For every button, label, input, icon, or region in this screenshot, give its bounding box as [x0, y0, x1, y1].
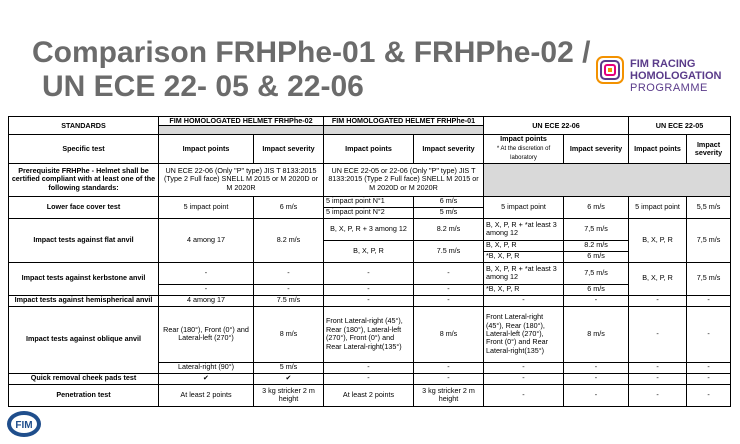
- table-row-oblique: [9, 306, 731, 362]
- table-row-standards: [9, 117, 731, 126]
- impact-points-note: * At the discretion of laboratory: [496, 145, 551, 162]
- prereq-frhphe-02: UN ECE 22-06 (Only "P" type) JIS T 8133:2015 (Type 2 Full face) SNELL M 2015 or M 2020D or M 2020R: [159, 163, 324, 196]
- cell: 5 impact point: [484, 196, 564, 218]
- cell: 5 impact point N°1: [324, 196, 414, 207]
- cell: -: [687, 306, 731, 362]
- header-frhphe-02: FIM HOMOLOGATED HELMET FRHPhe-02: [159, 117, 324, 126]
- row-label-prerequisite: Prerequisite FRHPhe - Helmet shall be certified compliant with at least one of the following standards:: [9, 163, 159, 196]
- cell: -: [629, 362, 687, 373]
- check-icon: ✔: [159, 373, 254, 384]
- homologation-logo-icon: [596, 56, 624, 84]
- comparison-table: [8, 116, 731, 407]
- cell: -: [254, 262, 324, 284]
- cell: -: [324, 284, 414, 295]
- cell: Front Lateral-right (45°), Rear (180°), Lateral-left (270°), Front (0°) and Rear Lateral-right(135°): [484, 306, 564, 362]
- subheader-impact-severity: Impact severity: [414, 135, 484, 163]
- cell: -: [629, 373, 687, 384]
- fim-racing-logo: [596, 56, 736, 96]
- cell: 7,5 m/s: [564, 218, 629, 240]
- table-row-subheader: [9, 135, 731, 163]
- table-row-kerbstone: [9, 262, 731, 284]
- cell: -: [159, 262, 254, 284]
- cell: 6 m/s: [564, 284, 629, 295]
- cell: -: [687, 295, 731, 306]
- cell: B, X, P, R: [324, 240, 414, 262]
- cell: -: [564, 373, 629, 384]
- cell: 7,5 m/s: [687, 262, 731, 295]
- cell: 6 m/s: [414, 196, 484, 207]
- cell: 6 m/s: [564, 196, 629, 218]
- cell: -: [564, 295, 629, 306]
- cell: 7.5 m/s: [414, 240, 484, 262]
- header-frhphe-01: FIM HOMOLOGATED HELMET FRHPhe-01: [324, 117, 484, 126]
- table-row-cheek-pads: [9, 373, 731, 384]
- cell: -: [564, 384, 629, 406]
- cell: 8.2 m/s: [254, 218, 324, 262]
- cell: B, X, P, R + *at least 3 among 12: [484, 262, 564, 284]
- cell: -: [687, 373, 731, 384]
- logo-line-3: PROGRAMME: [630, 82, 708, 94]
- cell: *B, X, P, R: [484, 251, 564, 262]
- cell: 8 m/s: [564, 306, 629, 362]
- subheader-impact-points-ece06: [484, 135, 564, 163]
- table-row-prerequisite: [9, 163, 731, 196]
- cell: -: [484, 384, 564, 406]
- cell: 8 m/s: [254, 306, 324, 362]
- cell: -: [324, 362, 414, 373]
- cell: -: [484, 295, 564, 306]
- cell: -: [687, 384, 731, 406]
- row-label-kerbstone-anvil: Impact tests against kerbstone anvil: [9, 262, 159, 295]
- cell: 7,5 m/s: [687, 218, 731, 262]
- cell: 6 m/s: [254, 196, 324, 218]
- table-row-flat: [9, 218, 731, 240]
- cell: At least 2 points: [159, 384, 254, 406]
- cell: 5 m/s: [414, 207, 484, 218]
- header-standards: STANDARDS: [9, 117, 159, 135]
- cell: -: [484, 373, 564, 384]
- check-icon: ✔: [254, 373, 324, 384]
- prereq-frhphe-01: UN ECE 22-05 or 22-06 (Only "P" type) JIS T 8133:2015 (Type 2 Full face) SNELL M 2015 or M 2020D or M 2020R: [324, 163, 484, 196]
- cell: -: [324, 262, 414, 284]
- cell: 5 impact point: [629, 196, 687, 218]
- table-row-lower-face: [9, 196, 731, 207]
- cell: 4 among 17: [159, 295, 254, 306]
- table-row-penetration: [9, 384, 731, 406]
- cell: 8.2 m/s: [414, 218, 484, 240]
- cell: B, X, P, R + *at least 3 among 12: [484, 218, 564, 240]
- cell: -: [629, 306, 687, 362]
- row-label-hemispherical-anvil: Impact tests against hemispherical anvil: [9, 295, 159, 306]
- cell: -: [564, 362, 629, 373]
- cell: -: [254, 284, 324, 295]
- row-label-penetration: Penetration test: [9, 384, 159, 406]
- cell: 5 m/s: [254, 362, 324, 373]
- cell: Lateral-right (90°): [159, 362, 254, 373]
- row-label-oblique-anvil: Impact tests against oblique anvil: [9, 306, 159, 373]
- cell: -: [414, 373, 484, 384]
- cell: 8 m/s: [414, 306, 484, 362]
- cell: Rear (180°), Front (0°) and Lateral-left (270°): [159, 306, 254, 362]
- table-row-hemispherical: [9, 295, 731, 306]
- cell: B, X, P, R: [484, 240, 564, 251]
- row-label-flat-anvil: Impact tests against flat anvil: [9, 218, 159, 262]
- comparison-table-wrapper: [8, 116, 730, 407]
- cell: 7,5 m/s: [564, 262, 629, 284]
- cell: -: [414, 362, 484, 373]
- cell: 3 kg stricker 2 m height: [414, 384, 484, 406]
- cell: -: [629, 384, 687, 406]
- cell: 3 kg stricker 2 m height: [254, 384, 324, 406]
- cell: Front Lateral-right (45°), Rear (180°), Lateral-left (270°), Front (0°) and Rear Lateral-right(135°): [324, 306, 414, 362]
- subheader-impact-points: Impact points: [629, 135, 687, 163]
- cell: 7.5 m/s: [254, 295, 324, 306]
- header-ece-22-05: UN ECE 22-05: [629, 117, 731, 135]
- cell: -: [324, 295, 414, 306]
- subheader-impact-severity: Impact severity: [254, 135, 324, 163]
- cell: *B, X, P, R: [484, 284, 564, 295]
- cell: -: [484, 362, 564, 373]
- logo-line-2: HOMOLOGATION: [630, 70, 722, 82]
- cell: B, X, P, R: [629, 218, 687, 262]
- row-label-lower-face: Lower face cover test: [9, 196, 159, 218]
- subheader-impact-severity: Impact severity: [564, 135, 629, 163]
- cell: -: [687, 362, 731, 373]
- cell: 6 m/s: [564, 251, 629, 262]
- subheader-impact-points: Impact points: [159, 135, 254, 163]
- logo-line-1: FIM RACING: [630, 58, 696, 70]
- header-ece-22-06: UN ECE 22-06: [484, 117, 629, 135]
- cell: -: [159, 284, 254, 295]
- cell: 5 impact point N°2: [324, 207, 414, 218]
- shade-cell: [324, 126, 484, 135]
- title-line-2: UN ECE 22- 05 & 22-06: [42, 70, 364, 103]
- impact-points-label: Impact points: [500, 134, 547, 144]
- fim-badge-text: FIM: [15, 420, 33, 431]
- subheader-specific-test: Specific test: [9, 135, 159, 163]
- subheader-impact-severity: Impact severity: [687, 135, 731, 163]
- cell: -: [414, 284, 484, 295]
- cell: 5,5 m/s: [687, 196, 731, 218]
- slide-title: [32, 36, 602, 104]
- cell: 5 impact point: [159, 196, 254, 218]
- shade-cell: [484, 163, 731, 196]
- cell: -: [414, 262, 484, 284]
- cell: -: [324, 373, 414, 384]
- fim-badge-icon: [6, 410, 42, 438]
- row-label-cheek-pads: Quick removal cheek pads test: [9, 373, 159, 384]
- cell: B, X, P, R: [629, 262, 687, 295]
- shade-cell: [159, 126, 324, 135]
- cell: B, X, P, R + 3 among 12: [324, 218, 414, 240]
- cell: 4 among 17: [159, 218, 254, 262]
- subheader-impact-points: Impact points: [324, 135, 414, 163]
- title-line-1: Comparison FRHPhe-01 & FRHPhe-02 /: [32, 36, 591, 69]
- cell: -: [629, 295, 687, 306]
- cell: 8.2 m/s: [564, 240, 629, 251]
- cell: At least 2 points: [324, 384, 414, 406]
- cell: -: [414, 295, 484, 306]
